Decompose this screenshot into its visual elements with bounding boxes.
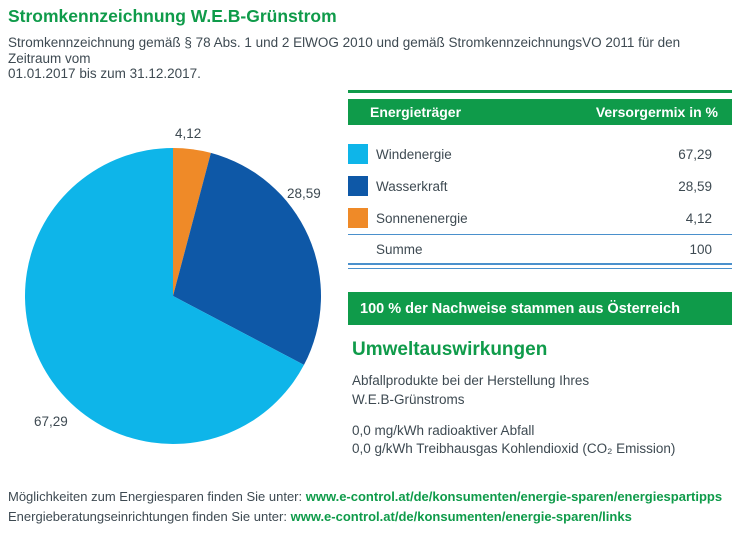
sonnenenergie-swatch-icon [348,208,368,228]
summe-value: 100 [689,241,712,257]
pie-label-sonnenenergie: 4,12 [175,126,202,141]
abfallprodukte-paragraph [352,371,732,409]
wasserkraft-swatch-icon [348,176,368,196]
nachweise-banner-text: 100 % der Nachweise stammen aus Österreich [360,300,680,317]
row-value: 4,12 [685,210,712,226]
pie-chart [24,147,322,445]
row-value: 67,29 [678,146,712,162]
footer-links [8,487,722,527]
abfall-line-2: W.E.B-Grünstroms [352,392,465,407]
row-label: Sonnenenergie [376,210,468,226]
pie-label-windenergie: 67,29 [34,414,68,429]
table-row-windenergie [348,138,732,170]
emission-line-2: 0,0 g/kWh Treibhausgas Kohlendioxid (CO₂ Emission) [352,440,676,456]
footer-prefix-1: Möglichkeiten zum Energiesparen finden Sie unter: [8,489,306,504]
nachweise-banner [348,292,732,325]
summe-bottom-rule-thin [348,268,732,269]
page-subtitle [8,35,728,82]
table-row-summe [348,235,732,263]
emission-line-1: 0,0 mg/kWh radioaktiver Abfall [352,423,535,438]
table-rows [348,125,732,234]
row-label: Windenergie [376,146,452,162]
windenergie-swatch-icon [348,144,368,164]
abfall-line-1: Abfallprodukte bei der Herstellung Ihres [352,373,590,388]
subtitle-line-1: Stromkennzeichnung gemäß § 78 Abs. 1 und 2 ElWOG 2010 und gemäß StromkennzeichnungsVO 2011 für den Zeitraum vom [8,35,681,66]
page-title: Stromkennzeichnung W.E.B-Grünstrom [8,6,337,26]
table-row-sonnenenergie [348,202,732,234]
energieberatung-link[interactable]: www.e-control.at/de/konsumenten/energie-sparen/links [290,509,632,524]
energiespartipps-link[interactable]: www.e-control.at/de/konsumenten/energie-sparen/energiespartipps [305,489,723,504]
table-row-wasserkraft [348,170,732,202]
right-panel [348,90,732,457]
row-value: 28,59 [678,178,712,194]
top-green-rule [348,90,732,93]
summe-bottom-rule-thick [348,263,732,265]
emissions-paragraph [352,422,732,457]
pie-svg [24,147,322,445]
footer-line-energiesparen [8,487,722,507]
table-header [348,99,732,125]
row-label: Wasserkraft [376,178,448,194]
umweltauswirkungen-heading: Umweltauswirkungen [352,339,548,360]
col-versorgermix: Versorgermix in % [595,104,718,120]
pie-label-wasserkraft: 28,59 [287,186,321,201]
summe-label: Summe [376,241,423,257]
subtitle-line-2: 01.01.2017 bis zum 31.12.2017. [8,66,201,81]
col-energietraeger: Energieträger [370,104,462,120]
footer-line-energieberatung [8,507,722,527]
footer-prefix-2: Energieberatungseinrichtungen finden Sie unter: [8,509,291,524]
